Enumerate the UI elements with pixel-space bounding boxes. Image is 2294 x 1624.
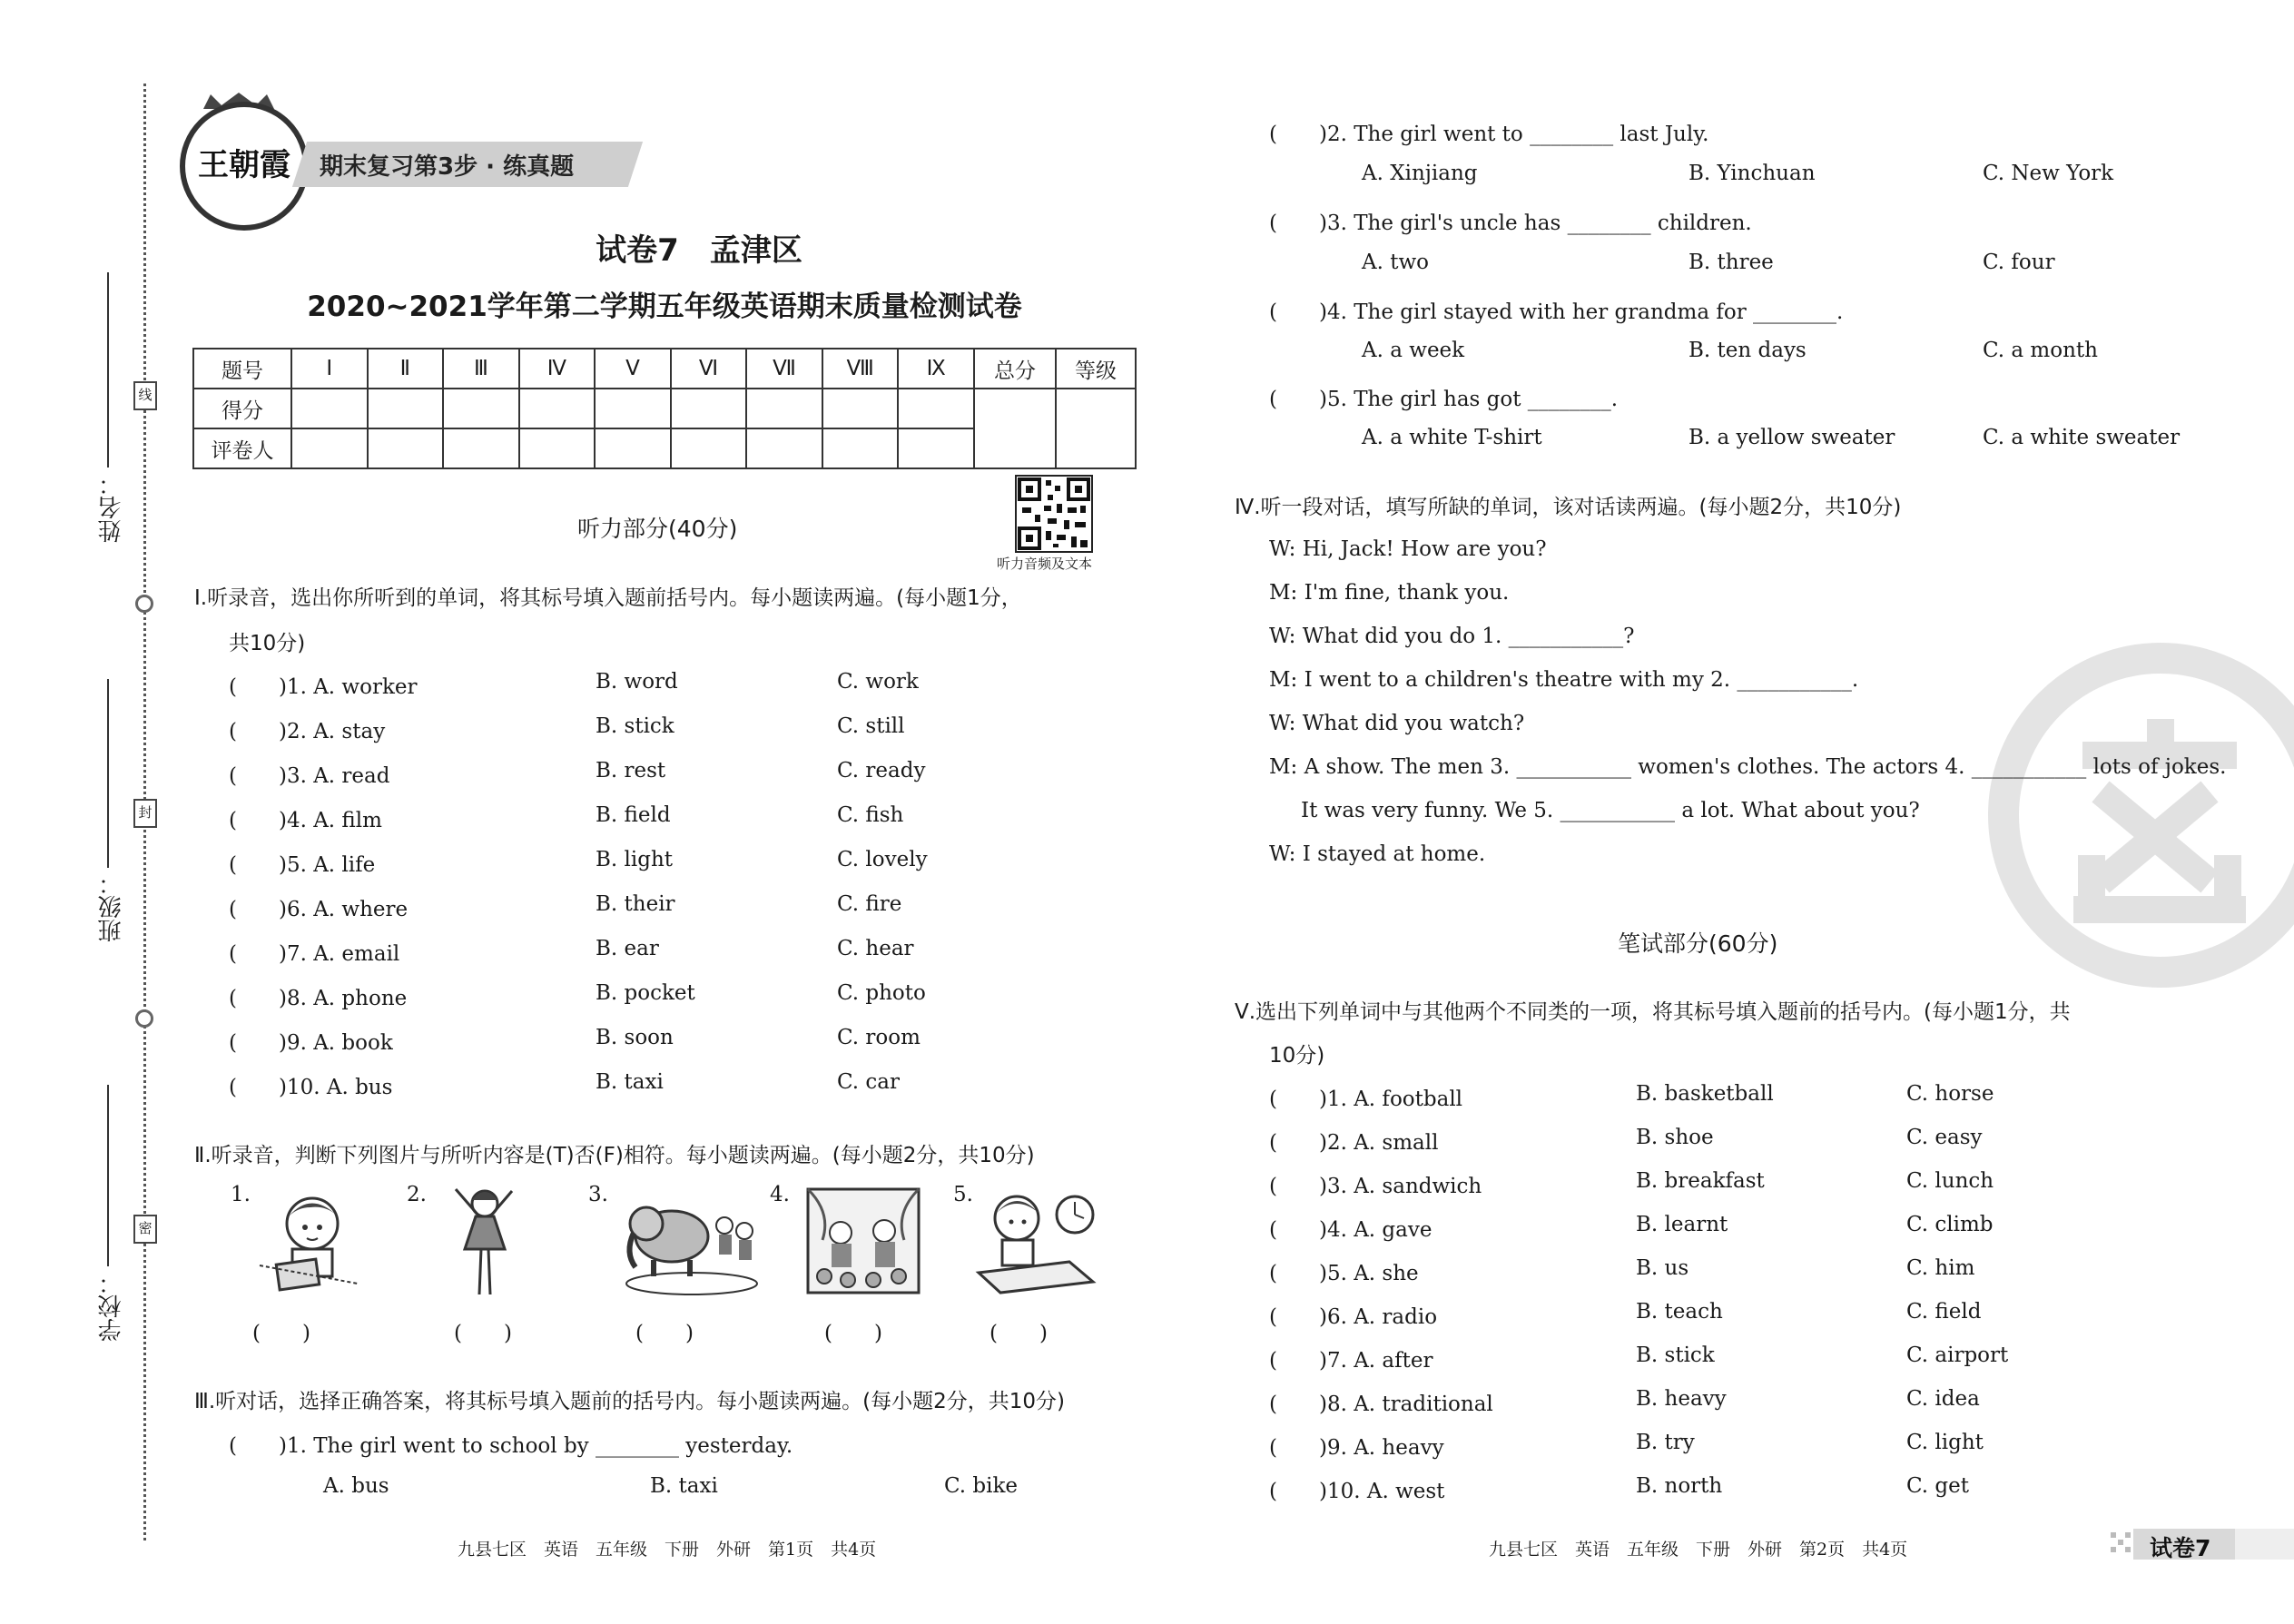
s4-line-5: W: What did you watch? [1269,712,1525,735]
s5-item-1-b: B. basketball [1636,1082,1774,1106]
s5-item-6-b: B. teach [1636,1300,1723,1324]
s4-line-1: W: Hi, Jack! How are you? [1269,537,1547,561]
s5-item-9-c: C. light [1906,1431,1984,1454]
s4-line-2: M: I'm fine, thank you. [1269,581,1510,605]
s5-item-1-a[interactable]: ( )1. A. football [1269,1088,1463,1111]
s3-q4-c: C. a month [1983,339,2098,362]
boy-drawing-clock-picture [970,1186,1101,1294]
s5-item-5-c: C. him [1906,1256,1975,1280]
s1-item-6-b: B. their [596,892,675,916]
s5-item-9-a[interactable]: ( )9. A. heavy [1269,1436,1444,1460]
s1-item-2-a[interactable]: ( )2. A. stay [229,720,386,743]
score-col: Ⅶ [746,349,822,389]
name-underline [107,272,109,468]
score-col: Ⅷ [822,349,899,389]
s1-item-3-c: C. ready [837,759,926,782]
s1-item-1-b: B. word [596,670,678,694]
s1-item-9-b: B. soon [596,1026,674,1049]
grader-cell[interactable] [898,428,974,468]
score-cell[interactable] [595,389,671,428]
score-col: Ⅵ [671,349,747,389]
s5-item-5-b: B. us [1636,1256,1689,1280]
s5-item-2-c: C. easy [1906,1126,1983,1149]
s3-q1-b: B. taxi [650,1474,718,1498]
s1-item-3-b: B. rest [596,759,666,782]
section5-instruction: Ⅴ.选出下列单词中与其他两个不同类的一项，将其标号填入题前的括号内。(每小题1分，共 [1235,1000,2071,1024]
s5-item-5-a[interactable]: ( )5. A. she [1269,1262,1419,1285]
name-label: 姓名： [98,472,125,543]
s5-item-4-a[interactable]: ( )4. A. gave [1269,1218,1433,1242]
s2-answer-1[interactable]: ( ) [252,1322,310,1345]
school-label: 学校： [98,1271,125,1342]
s5-item-8-b: B. heavy [1636,1387,1727,1411]
s1-item-2-c: C. still [837,714,905,738]
score-row-header: 评卷人 [193,428,291,468]
seal-char-seal: 封 [133,799,157,828]
secret-seal-watermark [1988,643,2294,988]
grader-cell[interactable] [822,428,899,468]
grader-cell[interactable] [291,428,368,468]
s5-item-10-b: B. north [1636,1474,1723,1498]
s3-q2-a: A. Xinjiang [1362,162,1478,185]
class-underline [107,679,109,868]
s2-answer-2[interactable]: ( ) [454,1322,512,1345]
binding-knot [135,595,153,613]
paper-subtitle: 2020~2021学年第二学期五年级英语期末质量检测试卷 [307,290,1022,323]
s3-q1-a: A. bus [323,1474,389,1498]
s1-item-7-b: B. ear [596,937,659,960]
s1-item-3-a[interactable]: ( )3. A. read [229,764,390,788]
s1-item-4-a[interactable]: ( )4. A. film [229,809,382,832]
section5-instruction-cont: 10分) [1269,1044,1325,1068]
s1-item-10-a[interactable]: ( )10. A. bus [229,1076,393,1099]
tag-dots [2111,1532,2132,1554]
logo-text: 王朝霞 [198,147,290,183]
banner-text: 期末复习第3步 · 练真题 [320,153,575,181]
grade-cell[interactable] [1056,389,1136,468]
footer-left: 九县七区 英语 五年级 下册 外研 第1页 共4页 [458,1540,877,1560]
s5-item-8-a[interactable]: ( )8. A. traditional [1269,1393,1493,1416]
section1-instruction: Ⅰ.听录音，选出你所听到的单词，将其标号填入题前括号内。每小题读两遍。(每小题1分， [194,586,1022,610]
s3-q5-b: B. a yellow sweater [1689,426,1895,449]
s3-q4-b: B. ten days [1689,339,1807,362]
s2-label-4: 4. [770,1183,790,1206]
score-col: Ⅳ [519,349,596,389]
s4-line-6[interactable]: M: A show. The men 3. ___________ women's clothes. The actors 4. ___________ lots of jokes. [1269,755,2227,779]
s2-label-1: 1. [231,1183,251,1206]
seal-char-secret: 密 [133,1215,157,1244]
s1-item-10-b: B. taxi [596,1070,664,1094]
s1-item-9-c: C. room [837,1026,921,1049]
s4-line-8: W: I stayed at home. [1269,842,1486,866]
footer-right: 九县七区 英语 五年级 下册 外研 第2页 共4页 [1489,1540,1908,1560]
s1-item-4-b: B. field [596,803,671,827]
section4-instruction: Ⅳ.听一段对话，填写所缺的单词，该对话读两遍。(每小题2分，共10分) [1235,496,1902,519]
page-tag-text: 试卷7 [2150,1535,2211,1561]
s1-item-8-b: B. pocket [596,981,695,1005]
s1-item-5-a[interactable]: ( )5. A. life [229,853,376,877]
s4-line-3[interactable]: W: What did you do 1. ___________? [1269,625,1635,648]
s2-label-3: 3. [588,1183,608,1206]
s1-item-7-c: C. hear [837,937,914,960]
binding-knot [135,1009,153,1028]
score-cell[interactable] [671,389,747,428]
s5-item-10-c: C. get [1906,1474,1969,1498]
s3-q4-a: A. a week [1362,339,1465,362]
score-col-total: 总分 [974,349,1056,389]
grader-cell[interactable] [671,428,747,468]
s2-answer-5[interactable]: ( ) [989,1322,1048,1345]
writing-title: 笔试部分(60分) [1618,930,1778,957]
score-row-header: 得分 [193,389,291,428]
s1-item-6-a[interactable]: ( )6. A. where [229,898,409,921]
score-row-header: 题号 [193,349,291,389]
s3-q2-b: B. Yinchuan [1689,162,1816,185]
score-cell[interactable] [291,389,368,428]
s2-label-2: 2. [407,1183,427,1206]
s5-item-4-c: C. climb [1906,1213,1994,1236]
s3-q4[interactable]: ( )4. The girl stayed with her grandma for ________. [1269,300,1844,324]
s3-q2[interactable]: ( )2. The girl went to ________ last July. [1269,123,1709,146]
qr-code-icon [1017,477,1091,551]
girl-dancing-picture [443,1180,525,1303]
logo [180,102,309,231]
score-table [192,348,1137,469]
score-col: Ⅰ [291,349,368,389]
s2-answer-3[interactable]: ( ) [635,1322,694,1345]
s1-item-5-b: B. light [596,848,674,871]
total-cell[interactable] [974,389,1056,468]
score-col-grade: 等级 [1056,349,1136,389]
s1-item-8-c: C. photo [837,981,926,1005]
s3-q5[interactable]: ( )5. The girl has got ________. [1269,388,1619,411]
s1-item-6-c: C. fire [837,892,902,916]
seal-char-line: 线 [133,381,157,410]
score-cell[interactable] [746,389,822,428]
s1-item-10-c: C. car [837,1070,900,1094]
qr-caption: 听力音频及文本 [997,556,1093,572]
s3-q3-b: B. three [1689,251,1774,274]
score-cell[interactable] [898,389,974,428]
s4-line-4[interactable]: M: I went to a children's theatre with my 2. ___________. [1269,668,1859,692]
secret-seal-glyph-icon [2019,674,2294,957]
s5-item-9-b: B. try [1636,1431,1695,1454]
grader-cell[interactable] [443,428,519,468]
s3-q5-a: A. a white T-shirt [1362,426,1542,449]
s5-item-7-c: C. airport [1906,1343,2009,1367]
s1-item-5-c: C. lovely [837,848,928,871]
s5-item-2-a[interactable]: ( )2. A. small [1269,1131,1439,1155]
boy-reading-picture [256,1189,365,1294]
s2-label-5: 5. [953,1183,973,1206]
s5-item-3-c: C. lunch [1906,1169,1994,1193]
score-cell[interactable] [443,389,519,428]
s3-q1-c: C. bike [944,1474,1019,1498]
s3-q5-c: C. a white sweater [1983,426,2181,449]
score-col: Ⅴ [595,349,671,389]
class-label: 班级： [98,871,125,942]
section2-instruction: Ⅱ.听录音，判断下列图片与所听内容是(T)否(F)相符。每小题读两遍。(每小题2分，共10分) [194,1144,1035,1167]
s5-item-10-a[interactable]: ( )10. A. west [1269,1480,1445,1503]
grader-cell[interactable] [519,428,596,468]
s1-item-9-a[interactable]: ( )9. A. book [229,1031,393,1055]
qr-code[interactable] [1015,475,1093,553]
page-tag-tail [2235,1529,2294,1560]
score-cell[interactable] [822,389,899,428]
score-cell[interactable] [368,389,444,428]
s5-item-7-b: B. stick [1636,1343,1715,1367]
s5-item-6-c: C. field [1906,1300,1982,1324]
grader-cell[interactable] [595,428,671,468]
page-tag [2133,1529,2235,1560]
score-col: Ⅲ [443,349,519,389]
score-cell[interactable] [519,389,596,428]
s2-answer-4[interactable]: ( ) [824,1322,882,1345]
s5-item-3-b: B. breakfast [1636,1169,1765,1193]
s5-item-1-c: C. horse [1906,1082,1994,1106]
s3-q3-c: C. four [1983,251,2055,274]
elephant-scene-picture [617,1189,763,1296]
grader-cell[interactable] [368,428,444,468]
s5-item-2-b: B. shoe [1636,1126,1714,1149]
s3-q3-a: A. two [1362,251,1430,274]
listening-title: 听力部分(40分) [577,516,738,542]
school-underline [107,1085,109,1266]
s3-q3[interactable]: ( )3. The girl's uncle has ________ children. [1269,212,1752,235]
s5-item-3-a[interactable]: ( )3. A. sandwich [1269,1175,1482,1198]
s1-item-8-a[interactable]: ( )8. A. phone [229,987,408,1010]
s5-item-4-b: B. learnt [1636,1213,1728,1236]
s5-item-7-a[interactable]: ( )7. A. after [1269,1349,1433,1373]
s5-item-8-c: C. idea [1906,1387,1980,1411]
score-col: Ⅸ [898,349,974,389]
s1-item-2-b: B. stick [596,714,674,738]
s5-item-6-a[interactable]: ( )6. A. radio [1269,1305,1438,1329]
s1-item-4-c: C. fish [837,803,904,827]
s3-q2-c: C. New York [1983,162,2114,185]
grader-cell[interactable] [746,428,822,468]
paper-title: 试卷7 孟津区 [596,232,802,269]
s1-item-1-a[interactable]: ( )1. A. worker [229,675,418,699]
s4-line-7[interactable]: It was very funny. We 5. ___________ a lot. What about you? [1301,799,1920,822]
s1-item-7-a[interactable]: ( )7. A. email [229,942,400,966]
s1-item-1-c: C. work [837,670,919,694]
section3-instruction: Ⅲ.听对话，选择正确答案，将其标号填入题前的括号内。每小题读两遍。(每小题2分，共10分) [194,1390,1066,1413]
classroom-scene-picture [804,1186,922,1296]
score-col: Ⅱ [368,349,444,389]
s3-q1[interactable]: ( )1. The girl went to school by ________ yesterday. [229,1434,793,1458]
section1-instruction-cont: 共10分) [229,632,306,655]
